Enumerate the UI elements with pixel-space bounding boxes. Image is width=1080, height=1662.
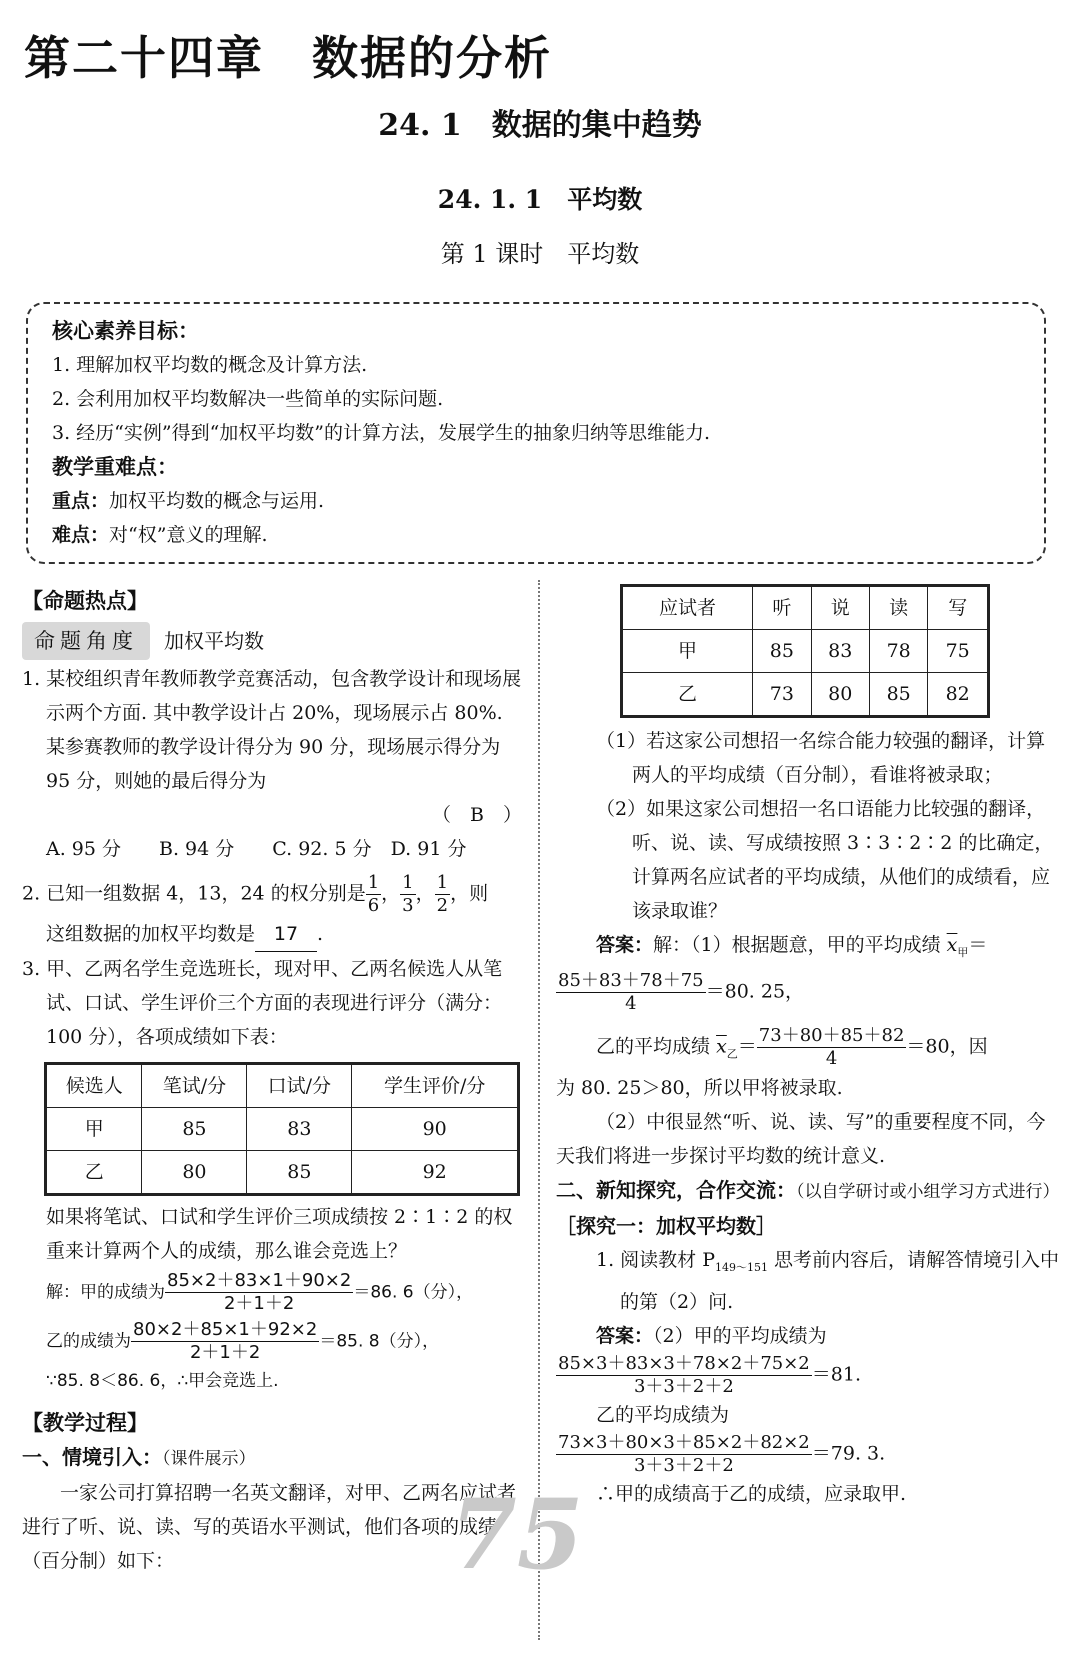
fraction-den: 2＋1＋2 <box>223 1293 295 1314</box>
table-cell: 85 <box>142 1108 247 1151</box>
key-text: 加权平均数的概念与运用. <box>109 490 325 512</box>
q3-question: 如果将笔试、口试和学生评价三项成绩按 2∶1∶2 的权重来计算两个人的成绩，那么谁会竞选上？ <box>46 1206 513 1262</box>
listening-table <box>620 584 990 718</box>
answer-text: 解：（1）根据题意，甲的平均成绩 <box>653 934 941 956</box>
table-cell: 乙 <box>46 1151 142 1195</box>
q2-line2 <box>22 917 522 952</box>
table-cell: 82 <box>928 673 989 717</box>
goals-box <box>26 302 1046 564</box>
explore-question: 1. 阅读教材 P <box>596 1249 715 1272</box>
table-cell: 90 <box>352 1108 519 1151</box>
answer-label: 答案： <box>596 934 654 956</box>
table-header: 写 <box>928 586 989 630</box>
q2-answer: 17 <box>255 917 317 952</box>
fraction-num: 85＋83＋78＋75 <box>558 969 704 991</box>
answer-conclusion: 为 80. 25＞80，所以甲将被录取. <box>556 1077 843 1100</box>
fraction-num: 1 <box>402 872 414 893</box>
answer-result: ＝80，因 <box>906 1035 988 1058</box>
page-number: 75 <box>450 1478 584 1591</box>
table-cell: 甲 <box>46 1108 142 1151</box>
goal-item: 3. 经历“实例”得到“加权平均数”的计算方法，发展学生的抽象归纳等思维能力. <box>52 422 711 444</box>
fraction-den: 2＋1＋2 <box>189 1342 261 1363</box>
q2-text-c: 这组数据的加权平均数是 <box>46 923 256 945</box>
answer-note: （2）中很显然“听、说、读、写”的重要程度不同，今天我们将进一步探讨平均数的统计意义. <box>556 1111 1046 1168</box>
fraction-den: 4 <box>625 992 637 1014</box>
intro-note: （课件展示） <box>162 1449 256 1469</box>
table-cell: 75 <box>928 630 989 673</box>
q2-text: 2. 已知一组数据 4，13，24 的权分别是 <box>22 882 366 905</box>
answer-text: 乙的平均成绩 <box>596 1035 711 1058</box>
fraction-num: 73×3＋80×3＋85×2＋82×2 <box>558 1431 810 1453</box>
process-heading: 【教学过程】 <box>22 1411 148 1435</box>
equals: ＝ <box>968 934 988 956</box>
subsection-title: 24. 1. 1 平均数 <box>437 185 643 214</box>
table-header: 学生评价/分 <box>352 1064 519 1108</box>
q2-end: . <box>317 923 324 945</box>
r-question-1: （1）若这家公司想招一名综合能力较强的翻译，计算两人的平均成绩（百分制），看谁将被录取； <box>596 730 1046 786</box>
answer-text: （2）甲的平均成绩为 <box>653 1324 827 1347</box>
table-row <box>46 1151 519 1195</box>
q3-solution-1 <box>22 1270 522 1315</box>
q1-text: 1. 某校组织青年教师教学竞赛活动，包含教学设计和现场展示两个方面. 其中教学设计占 20%，现场展示占 80%. 某参赛教师的教学设计得分为 90 分，现场展示得分为 95 分，则她的最后得分为 <box>22 668 522 792</box>
sol-result: ＝85. 8（分）， <box>319 1331 440 1352</box>
hard-point <box>52 518 1024 552</box>
key-point <box>52 484 1024 518</box>
difficulty-heading: 教学重难点： <box>52 455 178 479</box>
table-cell: 80 <box>142 1151 247 1195</box>
page-range: 149～151 <box>715 1260 768 1274</box>
table-cell: 73 <box>753 673 811 717</box>
sol-result: ＝86. 6（分）， <box>353 1282 474 1303</box>
fraction-num: 85×2＋83×1＋90×2 <box>167 1270 352 1291</box>
lesson-title: 第 1 课时 平均数 <box>440 240 640 268</box>
table-cell: 83 <box>811 630 869 673</box>
table-cell: 92 <box>352 1151 519 1195</box>
answer-conclusion: ∴甲的成绩高于乙的成绩，应录取甲. <box>596 1482 907 1505</box>
hard-text: 对“权”意义的理解. <box>109 524 268 546</box>
fraction-den: 6 <box>367 895 380 916</box>
xbar-sub: 乙 <box>726 1047 738 1061</box>
answer-result: ＝80. 25， <box>705 980 805 1003</box>
goals-heading: 核心素养目标： <box>52 319 199 343</box>
q2-line: 2. 已知一组数据 4，13，24 的权分别是 $\frac{1}{6}$ ， $\frac{1}{3}$ ， $\frac{1}{2}$ ，则 <box>22 872 489 916</box>
table-header: 听 <box>753 586 811 630</box>
table-cell: 85 <box>753 630 811 673</box>
q3-solution-2 <box>22 1319 522 1364</box>
q1-options: A. 95 分 B. 94 分 C. 92. 5 分 D. 91 分 <box>46 838 467 860</box>
q3-text: 3. 甲、乙两名学生竞选班长，现对甲、乙两名候选人从笔试、口试、学生评价三个方面的表现进行评分（满分：100 分），各项成绩如下表： <box>22 958 503 1048</box>
key-label: 重点： <box>52 490 110 512</box>
answer-result: ＝79. 3. <box>811 1442 886 1465</box>
q2-text-end: ，则 <box>450 882 489 905</box>
fraction-den: 3 <box>402 895 414 916</box>
table-cell: 85 <box>247 1151 352 1195</box>
fraction-den: 2 <box>436 895 449 916</box>
xbar: $\overline{x}$ <box>716 1035 727 1058</box>
table-header-row <box>46 1064 519 1108</box>
hotspot-heading: 【命题热点】 <box>22 589 148 613</box>
table-row <box>622 630 989 673</box>
table-header: 口试/分 <box>247 1064 352 1108</box>
table-header: 读 <box>869 586 927 630</box>
table-header: 笔试/分 <box>142 1064 247 1108</box>
explore-heading: 二、新知探究，合作交流： <box>556 1178 796 1203</box>
goal-item: 1. 理解加权平均数的概念及计算方法. <box>52 354 368 376</box>
xbar: $\overline{x}$ <box>946 934 958 956</box>
hard-label: 难点： <box>52 524 110 546</box>
table-header: 候选人 <box>46 1064 142 1108</box>
right-column <box>556 584 1060 1511</box>
fraction-num: 1 <box>436 872 449 893</box>
table-row <box>46 1108 519 1151</box>
table-cell: 85 <box>869 673 927 717</box>
q1-answer: （ B ） <box>432 804 522 826</box>
sol-text: 乙的成绩为 <box>46 1331 131 1352</box>
section-title: 24. 1 数据的集中趋势 <box>378 108 702 143</box>
fraction-num: 73＋80＋85＋82 <box>758 1024 905 1046</box>
table-cell: 78 <box>869 630 927 673</box>
table-cell: 80 <box>811 673 869 717</box>
fraction-num: 85×3＋83×3＋78×2＋75×2 <box>558 1352 810 1374</box>
left-column <box>22 584 522 1578</box>
fraction-den: 3＋3＋2＋2 <box>633 1454 734 1476</box>
explore-tag: ［探究一：加权平均数］ <box>556 1214 776 1239</box>
table-cell: 甲 <box>622 630 753 673</box>
fraction-den: 4 <box>825 1047 838 1069</box>
answer-result: ＝81. <box>811 1363 861 1386</box>
table-cell: 乙 <box>622 673 753 717</box>
answer-label: 答案： <box>596 1324 654 1347</box>
chapter-title: 第二十四章 数据的分析 <box>24 31 552 85</box>
fraction-num: 1 <box>367 872 380 893</box>
table-header-row <box>622 586 989 630</box>
table-cell: 83 <box>247 1108 352 1151</box>
table-header: 应试者 <box>622 586 753 630</box>
explore-note: （以自学研讨或小组学习方式进行） <box>796 1182 1060 1203</box>
goal-item: 2. 会利用加权平均数解决一些简单的实际问题. <box>52 388 444 410</box>
answer-text: 乙的平均成绩为 <box>596 1403 730 1426</box>
fraction-den: 3＋3＋2＋2 <box>633 1375 734 1397</box>
table-row <box>622 673 989 717</box>
q3-solution-3: ∵85. 8＜86. 6，∴甲会竞选上. <box>46 1371 279 1391</box>
intro-heading: 一、情境引入： <box>22 1445 162 1469</box>
equals: ＝ <box>737 1035 757 1058</box>
q3-table <box>44 1062 520 1196</box>
xbar-sub: 甲 <box>957 945 969 959</box>
r-question-2: （2）如果这家公司想招一名口语能力比较强的翻译，听、说、读、写成绩按照 3∶3∶2∶2 的比确定，计算两名应试者的平均成绩，从他们的成绩看，应该录取谁？ <box>596 798 1054 922</box>
sol-text: 解：甲的成绩为 <box>46 1282 165 1303</box>
angle-pill: 命题角度 <box>22 622 150 660</box>
angle-text: 加权平均数 <box>164 629 264 653</box>
fraction-num: 80×2＋85×1＋92×2 <box>133 1319 318 1340</box>
intro-text: 一家公司打算招聘一名英文翻译，对甲、乙两名应试者进行了听、说、读、写的英语水平测试，他们各项的成绩（百分制）如下： <box>22 1482 517 1572</box>
table-header: 说 <box>811 586 869 630</box>
explore-question-end: 思考前内容后，请解答情境引入中的第（2）问. <box>620 1249 1060 1313</box>
